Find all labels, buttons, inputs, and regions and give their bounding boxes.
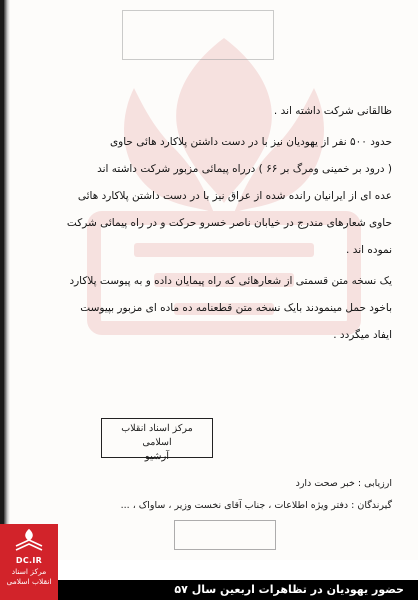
faded-corner-stamp <box>122 10 274 60</box>
logo-site: DC.IR <box>15 556 43 565</box>
logo-name-line1: مرکز اسناد <box>11 567 47 576</box>
archive-stamp <box>101 418 213 462</box>
book-emblem-icon <box>0 526 58 556</box>
doc-line: نموده اند . <box>346 244 392 256</box>
doc-line: حدود ۵۰۰ نفر از یهودیان نیز با در دست داشتن پلاکارد هائی حاوی <box>109 136 392 148</box>
recipients-line: گیرندگان : دفتر ویژه اطلاعات ، جناب آقای نخست وزیر ، ساواک ، ... <box>120 500 392 511</box>
logo-name <box>0 567 58 587</box>
doc-line: حاوی شعارهای مندرج در خیابان ناصر خسرو حرکت و در راه پیمائی شرکت <box>66 217 392 229</box>
doc-line: ( درود بر خمینی ومرگ بر ۶۶ ) درراه پیمائی مزبور شرکت داشته اند <box>97 163 392 175</box>
document-body <box>18 104 392 343</box>
caption-bar <box>0 580 418 600</box>
doc-line: یک نسخه متن قسمتی از شعارهائی که راه پیمایان داده و به پیوست پلاکارد <box>69 275 392 287</box>
faded-bottom-stamp <box>174 520 276 550</box>
doc-line: باخود حمل مینمودند بایک نسخه متن قطعنامه ده ماده ای مزبور بپیوست <box>80 302 392 314</box>
archive-stamp-title: مرکز اسناد انقلاب اسلامی <box>121 423 193 448</box>
logo-name-line2: انقلاب اسلامی <box>6 577 52 586</box>
archive-logo <box>0 524 58 600</box>
assessment-line: ارزیابی : خبر صحت دارد <box>295 478 392 489</box>
doc-line: ظالقانی شرکت داشته اند . <box>273 105 392 117</box>
doc-line: ایفاد میگردد . <box>333 329 392 341</box>
doc-line: عده ای از ایرانیان رانده شده از عراق نیز با در دست داشتن پلاکارد هائی <box>77 190 392 202</box>
caption-title: حضور یهودیان در تظاهرات اربعین سال ۵۷ <box>174 583 404 596</box>
archive-stamp-label: آرشیو <box>144 451 170 462</box>
